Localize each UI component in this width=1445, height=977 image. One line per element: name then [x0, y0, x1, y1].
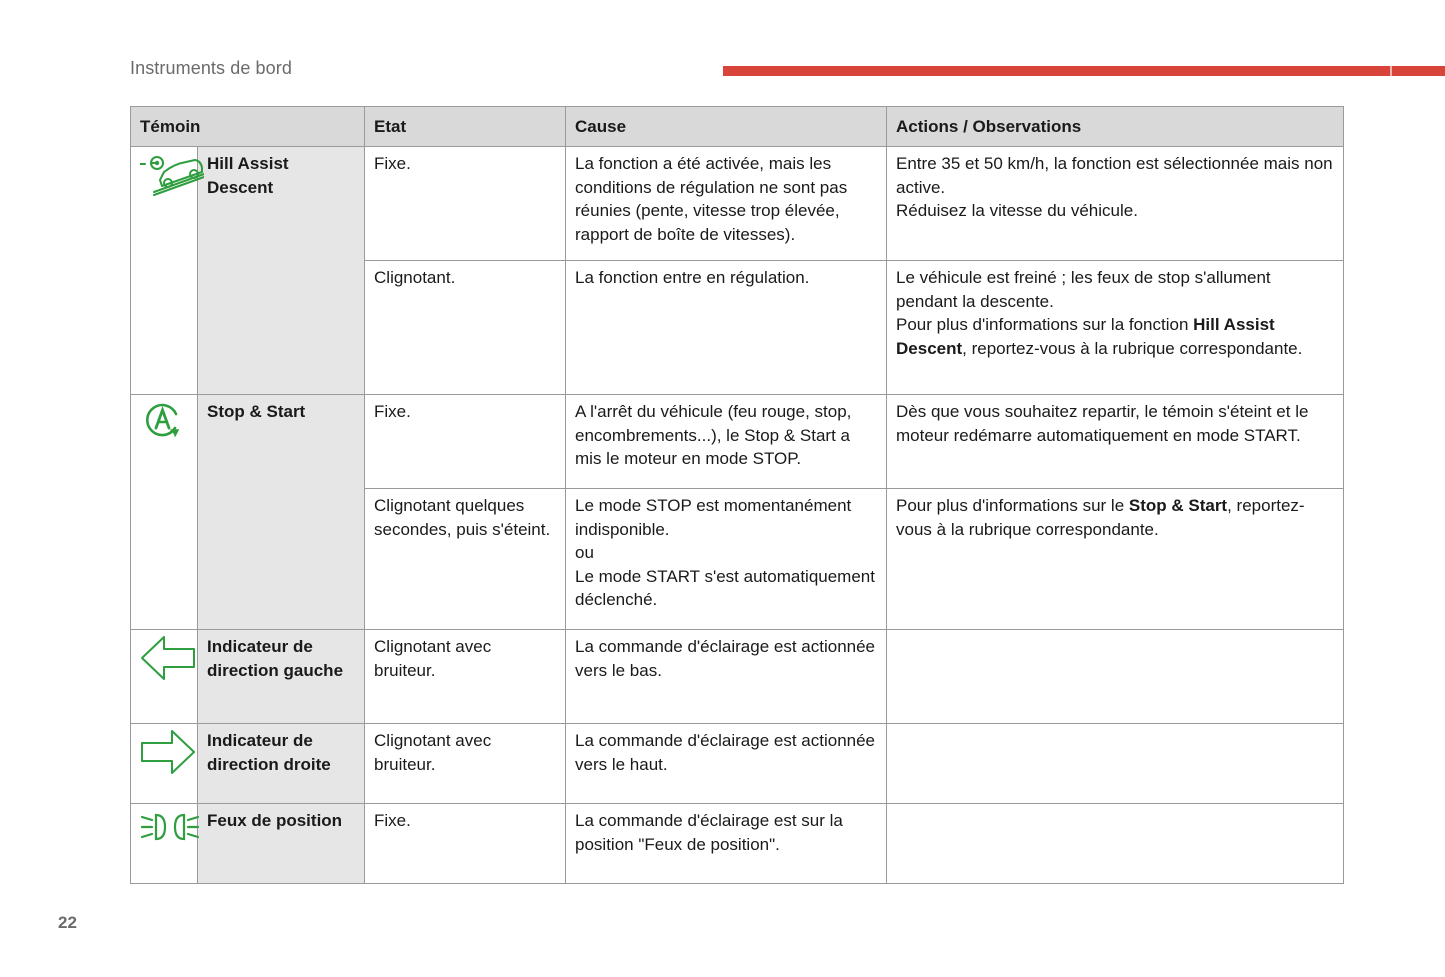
indicator-name: Indicateur de direction droite	[198, 724, 365, 804]
actions-cell	[887, 724, 1344, 804]
icon-cell	[131, 147, 198, 395]
position-lights-icon	[140, 809, 200, 845]
cause-cell: La commande d'éclairage est actionnée vers le haut.	[566, 724, 887, 804]
state-cell: Fixe.	[365, 147, 566, 261]
actions-text: Pour plus d'informations sur la fonction Hill Assist Descent, reportez-vous à la rubrique correspondante.	[896, 315, 1303, 358]
state-cell: Clignotant quelques secondes, puis s'éteint.	[365, 489, 566, 630]
actions-cell	[887, 261, 1344, 395]
actions-text: Entre 35 et 50 km/h, la fonction est sélectionnée mais non active.	[896, 154, 1333, 197]
warning-lights-table	[130, 106, 1344, 884]
cause-cell: La fonction a été activée, mais les conditions de régulation ne sont pas réunies (pente, vitesse trop élevée, rapport de boîte de vitesses).	[566, 147, 887, 261]
stop-start-icon	[142, 400, 186, 440]
icon-cell	[131, 724, 198, 804]
indicator-name: Hill Assist Descent	[198, 147, 365, 395]
column-header-temoin: Témoin	[131, 107, 365, 147]
actions-cell	[887, 804, 1344, 884]
state-cell: Clignotant.	[365, 261, 566, 395]
column-header-etat: Etat	[365, 107, 566, 147]
table-row	[131, 724, 1344, 804]
header-accent-bar	[723, 66, 1445, 76]
state-cell: Fixe.	[365, 804, 566, 884]
actions-cell: Dès que vous souhaitez repartir, le témoin s'éteint et le moteur redémarre automatiquement en mode START.	[887, 395, 1344, 489]
table-header-row	[131, 107, 1344, 147]
cause-cell: La commande d'éclairage est actionnée vers le bas.	[566, 630, 887, 724]
indicator-name: Feux de position	[198, 804, 365, 884]
cause-cell	[566, 489, 887, 630]
indicator-name: Stop & Start	[198, 395, 365, 630]
cause-cell: La commande d'éclairage est sur la position "Feux de position".	[566, 804, 887, 884]
function-name: Hill Assist Descent	[896, 315, 1275, 358]
cause-cell: La fonction entre en régulation.	[566, 261, 887, 395]
cause-text: Le mode STOP est momentanément indisponible.	[575, 496, 852, 539]
state-cell: Clignotant avec bruiteur.	[365, 724, 566, 804]
table-row	[131, 147, 1344, 261]
cause-text: Le mode START s'est automatiquement déclenché.	[575, 566, 875, 609]
icon-cell	[131, 395, 198, 630]
icon-cell	[131, 804, 198, 884]
actions-cell	[887, 147, 1344, 261]
hill-assist-descent-icon	[140, 152, 204, 196]
actions-text: Réduisez la vitesse du véhicule.	[896, 201, 1138, 220]
section-title: Instruments de bord	[130, 58, 292, 78]
cause-text: ou	[575, 543, 594, 562]
page-number: 22	[58, 913, 77, 932]
state-cell: Fixe.	[365, 395, 566, 489]
left-turn-arrow-icon	[140, 635, 196, 681]
actions-text: Le véhicule est freiné ; les feux de stop s'allument pendant la descente.	[896, 268, 1271, 311]
right-turn-arrow-icon	[140, 729, 196, 775]
icon-cell	[131, 630, 198, 724]
table-row	[131, 804, 1344, 884]
actions-cell	[887, 630, 1344, 724]
column-header-cause: Cause	[566, 107, 887, 147]
cause-cell: A l'arrêt du véhicule (feu rouge, stop, encombrements...), le Stop & Start a mis le moteur en mode STOP.	[566, 395, 887, 489]
actions-cell: Pour plus d'informations sur le Stop & Start, reportez-vous à la rubrique correspondante.	[887, 489, 1344, 630]
table-row	[131, 630, 1344, 724]
header-accent-divider	[1390, 66, 1392, 76]
column-header-actions: Actions / Observations	[887, 107, 1344, 147]
indicator-name: Indicateur de direction gauche	[198, 630, 365, 724]
state-cell: Clignotant avec bruiteur.	[365, 630, 566, 724]
table-row	[131, 395, 1344, 489]
function-name: Stop & Start	[1128, 496, 1228, 515]
